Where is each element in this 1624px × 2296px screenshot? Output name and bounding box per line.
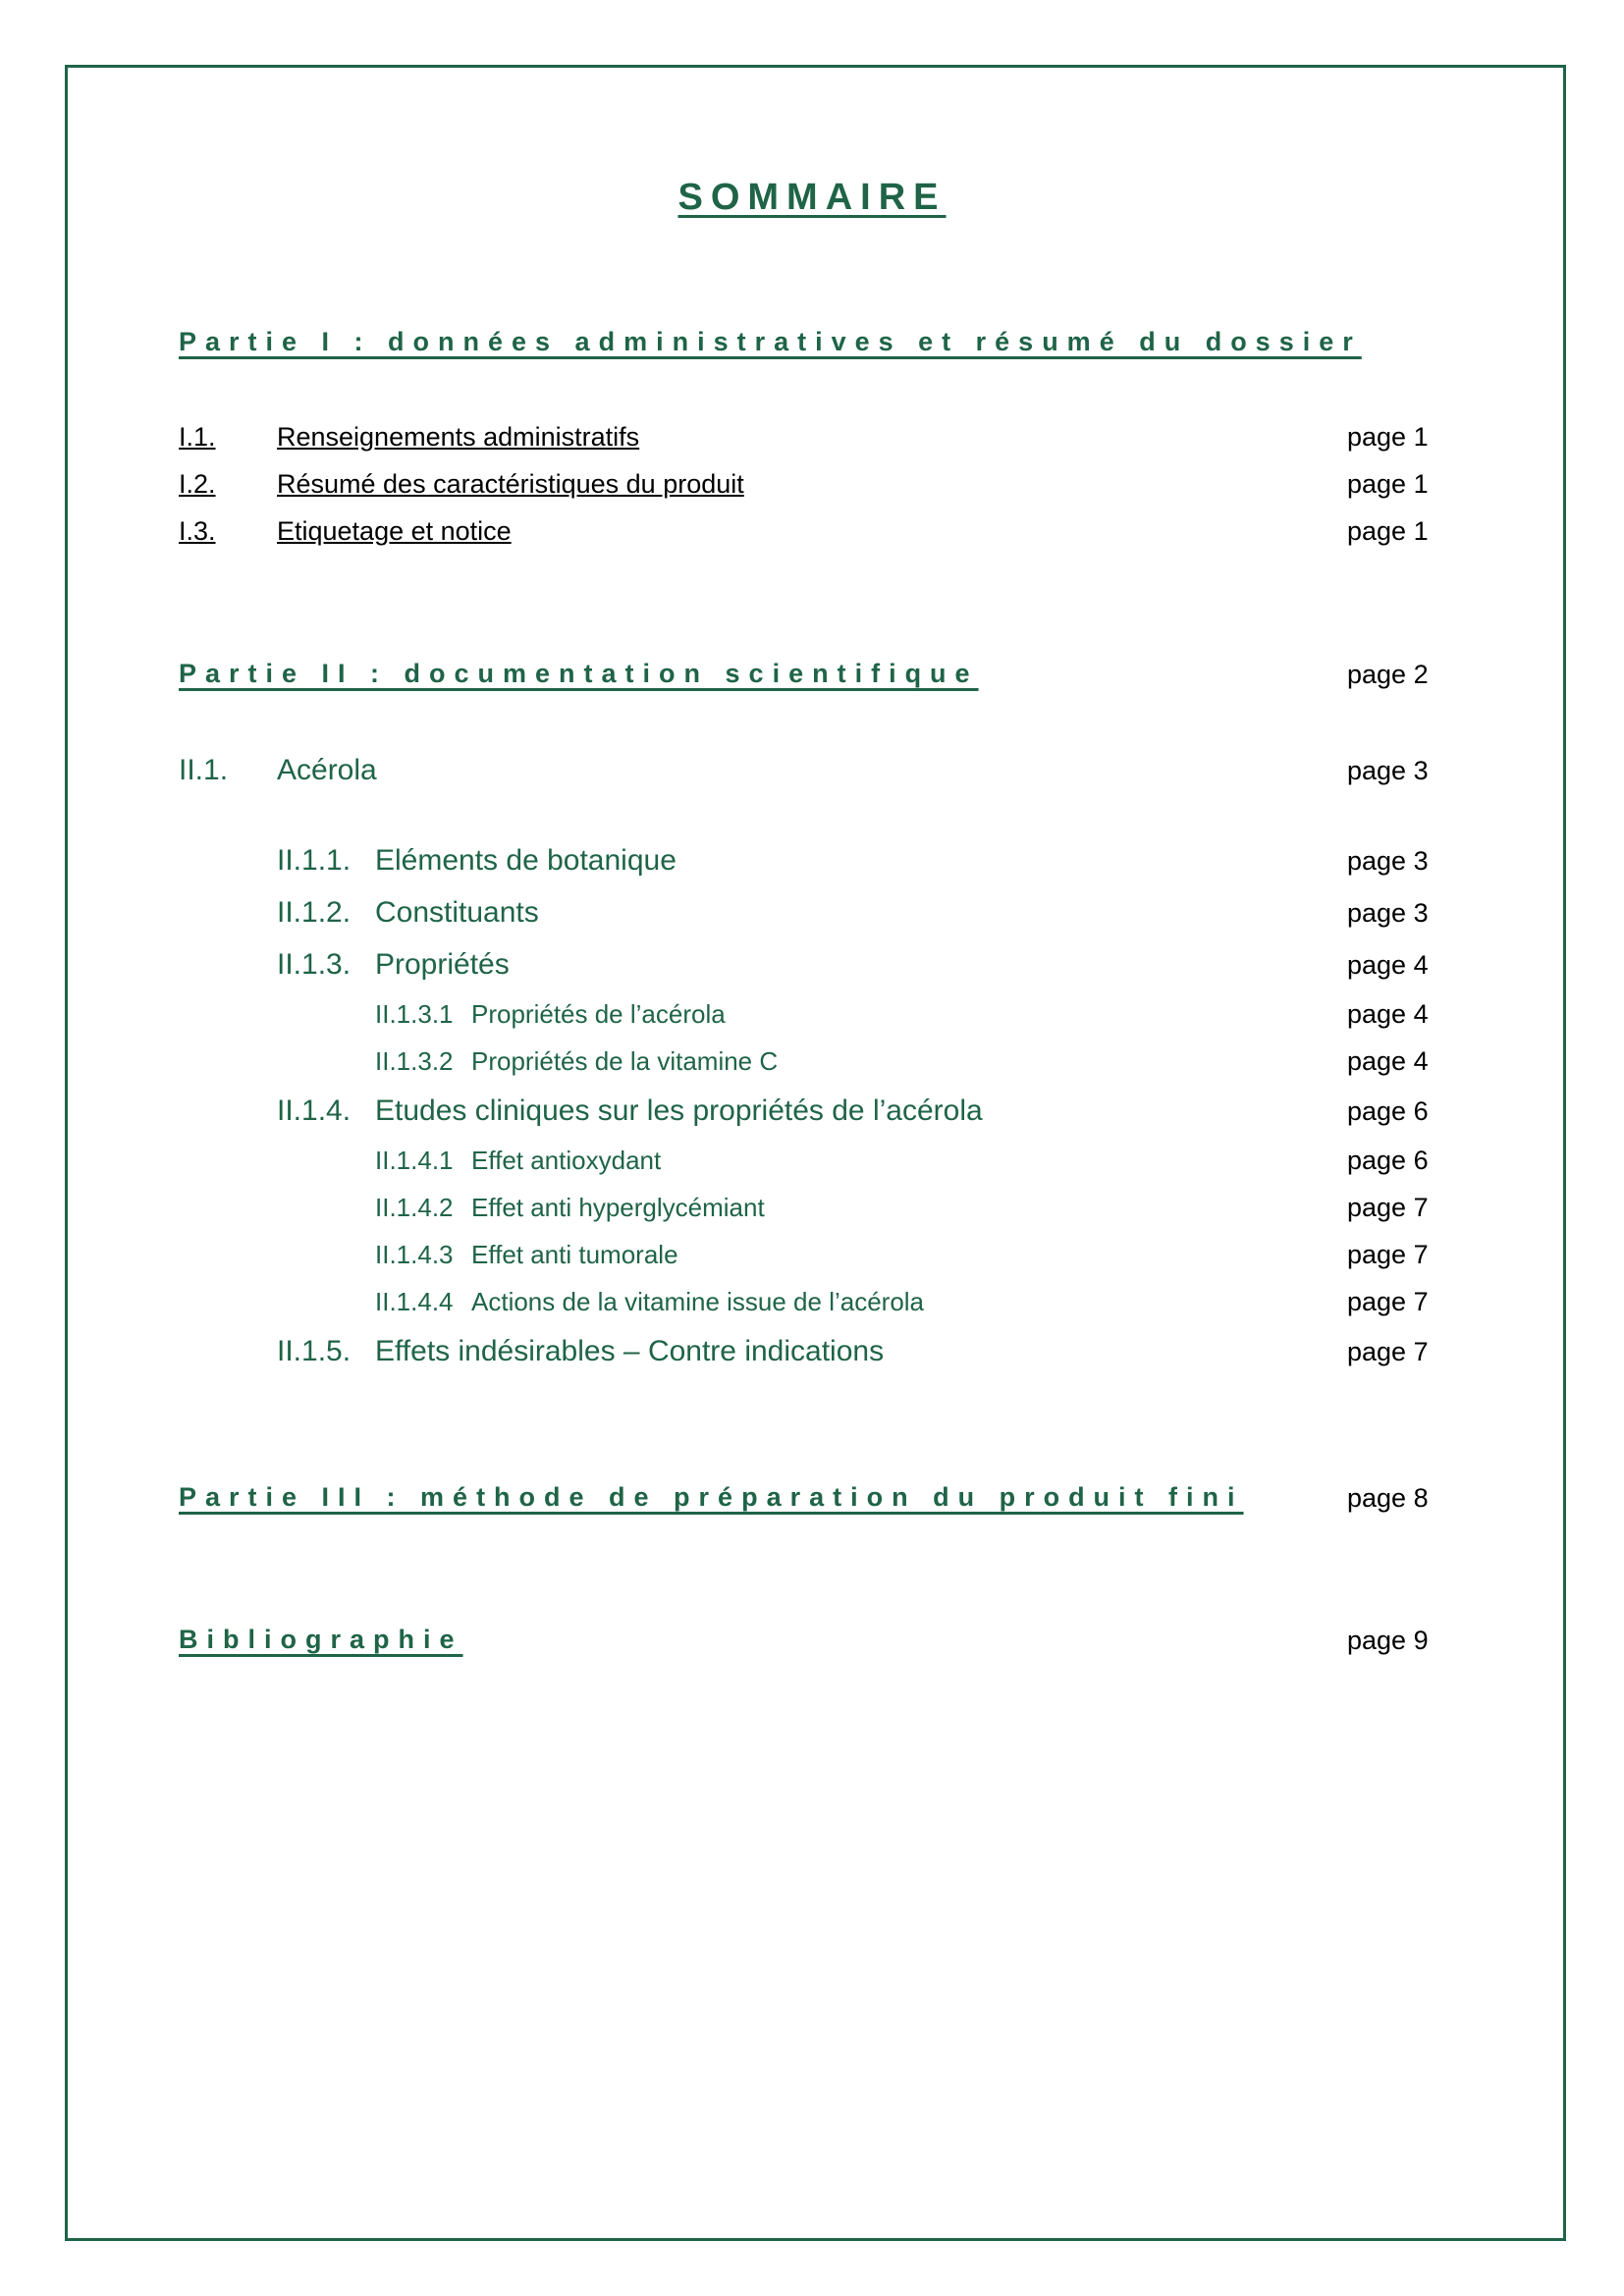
toc-entry-ii-1-1[interactable] [277,844,677,878]
entry-page: page 3 [1347,898,1429,928]
entry-label: Propriétés de l’acérola [471,999,726,1029]
toc-entry-ii-1-3-2[interactable] [375,1046,778,1077]
entry-number: II.1.3.1 [375,999,454,1029]
toc-entry-ii-1-4-2[interactable] [375,1193,765,1223]
entry-label: Acérola [277,754,377,786]
entry-page: page 7 [1347,1337,1429,1366]
toc-entry-i-2[interactable] [179,469,744,500]
part-1-heading[interactable]: Partie I : données administratives et résumé du dossier [179,327,1362,356]
entry-number: II.1.4.1 [375,1146,454,1175]
toc-entry-ii-1-5[interactable] [277,1335,884,1368]
entry-page: page 1 [1347,422,1429,452]
entry-number: I.3. [179,516,216,546]
entry-page: page 1 [1347,516,1429,546]
entry-number: II.1.5. [277,1335,352,1367]
entry-page: page 7 [1347,1240,1429,1269]
entry-number: II.1.3. [277,948,352,981]
entry-page: page 3 [1347,846,1429,876]
entry-page: page 7 [1347,1193,1429,1222]
toc-entry-ii-1[interactable] [179,754,377,787]
entry-page: page 6 [1347,1146,1429,1175]
toc-entry-ii-1-4-3[interactable] [375,1240,678,1270]
entry-label: Renseignements administratifs [277,422,640,452]
entry-page: page 4 [1347,1046,1429,1076]
entry-number: I.2. [179,469,216,499]
part-2-page: page 2 [1347,660,1429,689]
entry-number: II.1.1. [277,844,352,877]
toc-entry-ii-1-3[interactable] [277,948,510,982]
entry-number: II.1.4.3 [375,1240,454,1269]
toc-entry-ii-1-3-1[interactable] [375,999,726,1030]
entry-label: Propriétés de la vitamine C [471,1046,779,1076]
entry-label: Effet anti tumorale [471,1240,678,1269]
entry-number: II.1.4. [277,1095,352,1127]
entry-label: Effets indésirables – Contre indications [375,1335,885,1367]
entry-label: Résumé des caractéristiques du produit [277,469,744,499]
entry-page: page 3 [1347,756,1429,785]
entry-page: page 1 [1347,469,1429,499]
part-3-page: page 8 [1347,1483,1429,1513]
toc-entry-ii-1-4-1[interactable] [375,1146,661,1176]
entry-number: II.1. [179,754,229,786]
page-title: SOMMAIRE [677,177,947,218]
entry-label: Effet antioxydant [471,1146,662,1175]
entry-label: Etudes cliniques sur les propriétés de l’acérola [375,1095,983,1127]
entry-page: page 4 [1347,999,1429,1029]
entry-page: page 6 [1347,1096,1429,1126]
toc-entry-ii-1-2[interactable] [277,896,539,930]
page-border [65,65,1566,2241]
part-3-heading[interactable]: Partie III : méthode de préparation du produit fini [179,1482,1244,1512]
toc-entry-i-1[interactable] [179,422,639,453]
entry-number: II.1.2. [277,896,352,929]
entry-page: page 7 [1347,1287,1429,1316]
entry-label: Eléments de botanique [375,844,677,877]
toc-entry-i-3[interactable] [179,516,512,547]
entry-number: II.1.4.4 [375,1287,454,1316]
bibliography-heading[interactable]: Bibliographie [179,1625,463,1654]
entry-page: page 4 [1347,950,1429,980]
entry-label: Effet anti hyperglycémiant [471,1193,765,1222]
toc-entry-ii-1-4-4[interactable] [375,1287,924,1317]
toc-entry-ii-1-4[interactable] [277,1095,983,1128]
bibliography-page: page 9 [1347,1626,1429,1655]
part-2-heading[interactable]: Partie II : documentation scientifique [179,659,979,688]
entry-number: II.1.3.2 [375,1046,454,1076]
entry-label: Propriétés [375,948,510,981]
entry-number: II.1.4.2 [375,1193,454,1222]
entry-label: Etiquetage et notice [277,516,512,546]
entry-label: Actions de la vitamine issue de l’acérola [471,1287,925,1316]
entry-number: I.1. [179,422,216,452]
entry-label: Constituants [375,896,539,929]
